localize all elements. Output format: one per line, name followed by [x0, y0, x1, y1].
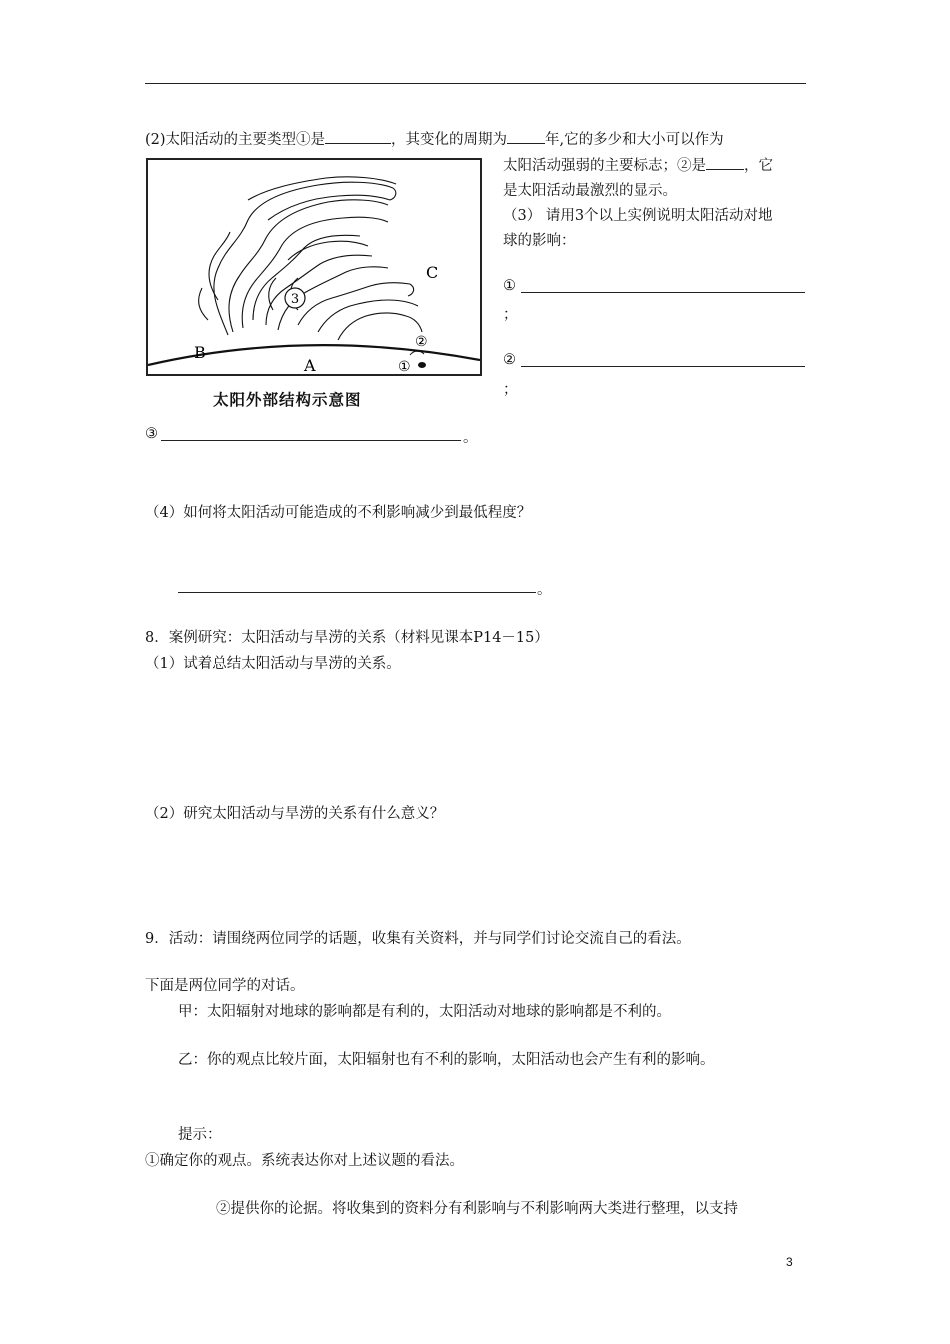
q8-sub2: （2）研究太阳活动与旱涝的关系有什么意义？ — [145, 806, 445, 822]
q3-item2-marker: ② — [503, 352, 516, 368]
label-b: B — [194, 343, 206, 362]
label-1: ① — [398, 359, 411, 374]
label-2: ② — [415, 334, 428, 350]
q2-text-c: 年,它的多少和大小可以作为 — [545, 132, 724, 148]
q2-text-e: ，它 — [744, 158, 773, 174]
label-c: C — [426, 263, 439, 282]
marker-3-label: 3 — [290, 292, 300, 307]
label-a: A — [304, 356, 316, 374]
q3-answer-line-1[interactable] — [521, 292, 805, 293]
q3-answer-line-2[interactable] — [521, 366, 805, 367]
sun-structure-figure — [146, 158, 482, 376]
q9-jia: 甲：太阳辐射对地球的影响都是有利的，太阳活动对地球的影响都是不利的。 — [178, 1004, 671, 1020]
q2-line1 — [145, 128, 724, 149]
prominence-flames — [199, 177, 422, 340]
q2-text-a: (2)太阳活动的主要类型①是 — [145, 132, 326, 148]
q9-hint-label: 提示： — [178, 1127, 222, 1143]
q8-sub1: （1）试着总结太阳活动与旱涝的关系。 — [145, 656, 401, 672]
q2-line3: 是太阳活动最激烈的显示。 — [503, 183, 677, 199]
q3-item3-marker: ③ — [145, 426, 158, 442]
q3-line2: 球的影响： — [503, 233, 576, 249]
sunspot-mark — [418, 362, 426, 368]
q3-line1: （3） 请用3个以上实例说明太阳活动对地 — [503, 208, 773, 224]
q3-item1-marker: ① — [503, 278, 516, 294]
q9-intro: 下面是两位同学的对话。 — [145, 978, 305, 994]
q4-end: 。 — [537, 582, 552, 598]
figure-caption: 太阳外部结构示意图 — [213, 391, 362, 409]
prominence-drawing — [148, 160, 480, 374]
page-number: 3 — [786, 1255, 793, 1269]
q9-yi: 乙：你的观点比较片面，太阳辐射也有不利的影响，太阳活动也会产生有利的影响。 — [178, 1052, 715, 1068]
q3-item2-end: ； — [503, 382, 518, 398]
header-rule — [145, 83, 806, 84]
q9-hint1: ①确定你的观点。系统表达你对上述议题的看法。 — [145, 1153, 464, 1169]
blank-2[interactable] — [507, 129, 545, 144]
q9-title: 9．活动：请围绕两位同学的话题，收集有关资料，并与同学们讨论交流自己的看法。 — [145, 931, 691, 947]
q4-answer-line[interactable] — [178, 592, 536, 593]
q4-question: （4）如何将太阳活动可能造成的不利影响减少到最低程度？ — [145, 505, 532, 521]
q8-title: 8．案例研究：太阳活动与旱涝的关系（材料见课本P14－15） — [145, 630, 549, 646]
q2-line2 — [503, 154, 773, 175]
q3-item3-end: 。 — [463, 430, 478, 446]
blank-1[interactable] — [325, 129, 391, 144]
blank-3[interactable] — [706, 155, 744, 170]
q2-text-d: 太阳活动强弱的主要标志；②是 — [503, 158, 706, 174]
q3-item1-end: ； — [503, 307, 518, 323]
q9-hint2: ②提供你的论据。将收集到的资料分有利影响与不利影响两大类进行整理，以支持 — [216, 1201, 738, 1217]
q2-text-b: ，其变化的周期为 — [391, 132, 508, 148]
q3-answer-line-3[interactable] — [161, 440, 461, 441]
